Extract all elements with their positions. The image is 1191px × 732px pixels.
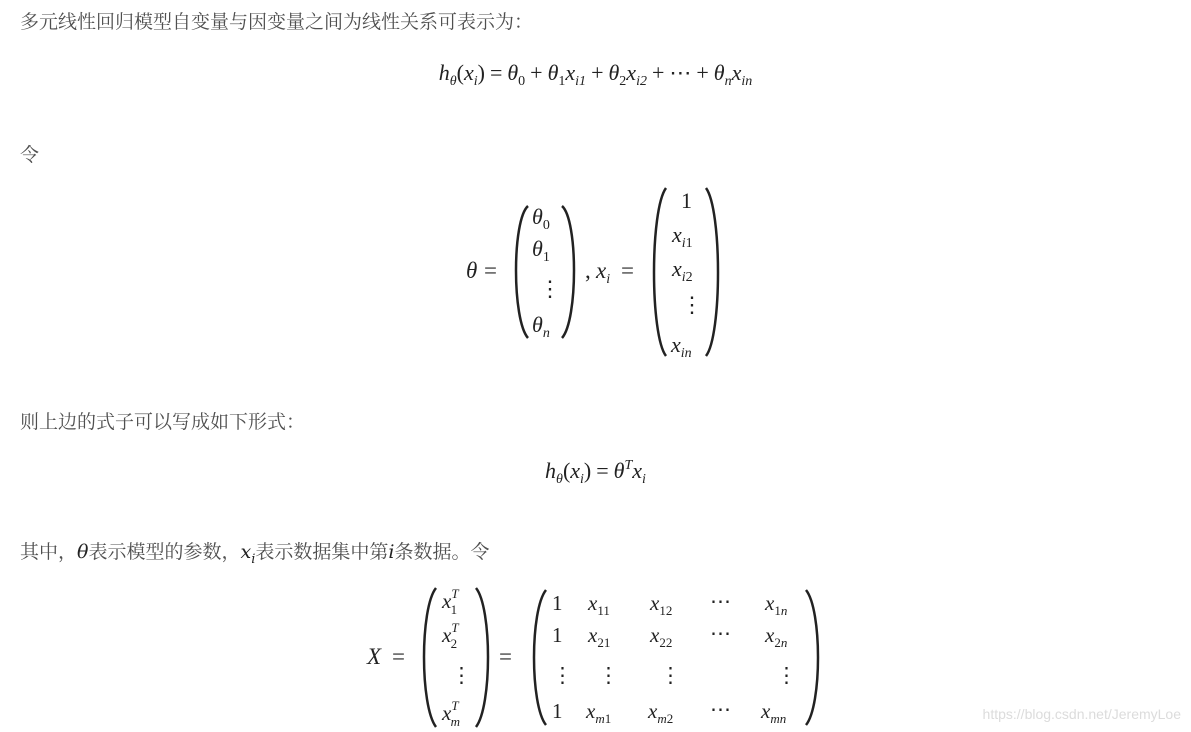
m-3-5: ⋮ xyxy=(776,663,797,687)
m-4-5: $x_{mn}$ xyxy=(761,699,787,726)
equals-1: = xyxy=(484,258,497,283)
X-col-m: $x^T$ m xyxy=(442,698,460,729)
m-2-4: ⋯ xyxy=(710,621,731,645)
X-right-paren xyxy=(476,588,488,727)
theta-symbol: θ xyxy=(466,258,478,283)
m-4-3: $x_m2$ xyxy=(648,699,674,726)
intro-text: 多元线性回归模型自变量与因变量之间为线性关系可表示为： xyxy=(20,11,534,33)
X-symbol: X xyxy=(367,644,382,669)
X-col-1: $x^T$ 1 xyxy=(442,586,459,617)
x-vec-0: 1 xyxy=(681,188,692,213)
equation-linear-model: $h_\theta(x_i) = \theta_0 + \theta_1x_{i1} + \theta_2x_{i2}$ + ⋯ + $\theta_nx_{in}$ xyxy=(438,60,753,89)
m-3-1: ⋮ xyxy=(552,663,573,687)
m-4-1: 1 xyxy=(552,699,563,723)
theta-vec-dots: ⋮ xyxy=(539,276,561,301)
x-vec-2: $x_i2$ xyxy=(672,256,693,285)
m-2-3: $x_{22}$ xyxy=(650,623,673,650)
m-1-5: $x_1n$ xyxy=(765,591,788,618)
let-text: 令 xyxy=(20,144,40,166)
equals-3: = xyxy=(392,644,405,669)
m-4-4: ⋯ xyxy=(710,697,731,721)
m-1-4: ⋯ xyxy=(710,589,731,613)
m-1-1: 1 xyxy=(552,591,563,615)
x-vec-dots: ⋮ xyxy=(681,292,703,317)
theta-vec-1: $\theta_1$ xyxy=(532,236,550,265)
x-left-paren xyxy=(654,188,666,356)
X-col-2: $x^T$ 2 xyxy=(442,620,459,651)
theta-right-paren xyxy=(562,206,574,338)
theta-left-paren xyxy=(516,206,528,338)
x-vec-n: $x_{in}$ xyxy=(671,332,692,361)
watermark: https://blog.csdn.net/JeremyLoe xyxy=(982,706,1181,722)
m-1-3: $x_{12}$ xyxy=(650,591,673,618)
m-2-5: $x_2n$ xyxy=(765,623,788,650)
m-2-1: 1 xyxy=(552,623,563,647)
comma: , xyxy=(585,258,591,283)
m-4-2: $x_m1$ xyxy=(586,699,612,726)
xi-symbol: $x_i$ xyxy=(596,258,611,287)
equals-2: = xyxy=(621,258,634,283)
m-2-2: $x_{21}$ xyxy=(588,623,611,650)
rewrite-text: 则上边的式子可以写成如下形式： xyxy=(20,411,306,433)
matrix-right-paren xyxy=(806,590,818,725)
m-3-2: ⋮ xyxy=(598,663,619,687)
equation-vector-form: $h_\theta(x_i) = \theta^Tx_i$ xyxy=(545,458,646,487)
X-col-dots: ⋮ xyxy=(451,663,472,687)
x-vec-1: $x_i1$ xyxy=(672,222,693,251)
where-text: 其中，θ表示模型的参数，$x_i$表示数据集中第i条数据。令 xyxy=(20,541,490,567)
equals-4: = xyxy=(499,644,512,669)
matrix-left-paren xyxy=(534,590,546,725)
m-3-3: ⋮ xyxy=(660,663,681,687)
theta-vec-n: $\theta_n$ xyxy=(532,312,550,341)
theta-vec-0: $\theta_0$ xyxy=(532,204,550,233)
x-right-paren xyxy=(706,188,718,356)
m-1-2: $x_{11}$ xyxy=(588,591,610,618)
X-left-paren xyxy=(424,588,436,727)
